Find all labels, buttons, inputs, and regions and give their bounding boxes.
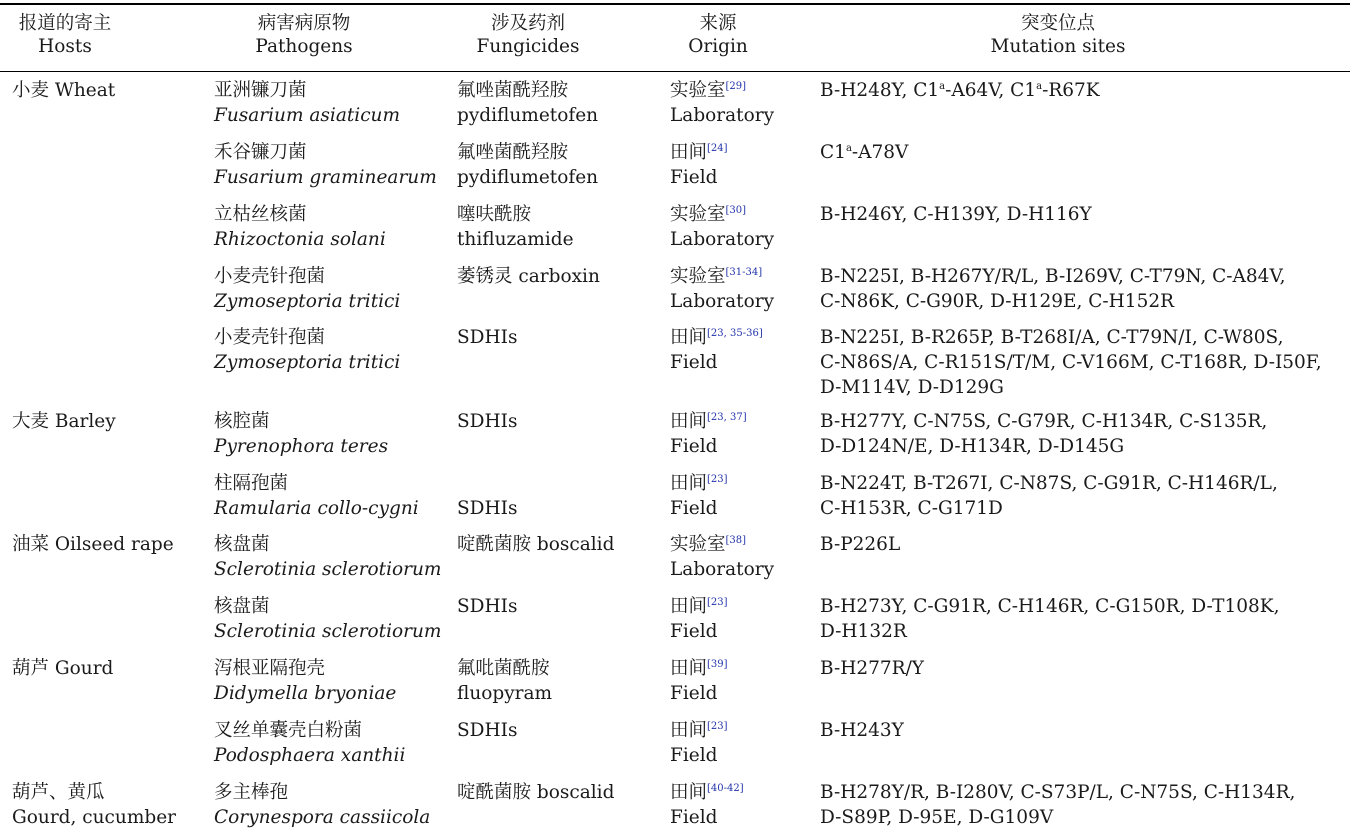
fungicide-name: 啶酰菌胺 boscalid: [457, 534, 615, 555]
fungicide-cell: [457, 140, 598, 190]
reference-link[interactable]: [24]: [707, 142, 728, 154]
origin-en: Field: [670, 352, 718, 373]
fungicide-cell: [457, 780, 614, 805]
mutation-sites-line: B-H277Y, C-N75S, C-G79R, C-H134R, C-S135R,: [820, 411, 1268, 432]
header-origin-zh: 来源: [699, 13, 737, 34]
origin-en: Field: [670, 745, 718, 766]
fungicide-name: SDHIs: [457, 720, 518, 741]
pathogen-cell: [214, 264, 400, 314]
origin-en: Laboratory: [670, 105, 775, 126]
host-cell: [12, 532, 174, 557]
header-hosts-en: Hosts: [38, 36, 92, 57]
mutation-sites-cell: [820, 140, 908, 165]
footnote-mark: a: [939, 80, 946, 92]
fungicide-cell: [457, 532, 614, 557]
host-name: 小麦 Wheat: [12, 80, 116, 101]
mutation-sites-line: B-H278Y/R, B-I280V, C-S73P/L, C-N75S, C-H134R,: [820, 782, 1296, 803]
reference-link[interactable]: [23]: [707, 596, 728, 608]
mutation-sites-line: B-H243Y: [820, 720, 904, 741]
origin-cell: [670, 325, 763, 375]
origin-zh: 实验室[38]: [670, 534, 747, 555]
pathogen-name-zh: 核腔菌: [214, 411, 270, 432]
mutation-sites-cell: [820, 656, 924, 681]
reference-link[interactable]: [23]: [707, 720, 728, 732]
table-top-rule: [0, 3, 1350, 5]
fungicide-name: pydiflumetofen: [457, 167, 599, 188]
pathogen-name-latin: Didymella bryoniae: [214, 683, 397, 704]
mutation-sites-cell: [820, 202, 1092, 227]
reference-link[interactable]: [23]: [707, 473, 728, 485]
host-cell: [12, 78, 115, 103]
origin-cell: [670, 202, 774, 252]
mutation-sites-line: B-N224T, B-T267I, C-N87S, C-G91R, C-H146R/L,: [820, 473, 1278, 494]
origin-cell: [670, 78, 774, 128]
pathogen-cell: [214, 471, 419, 521]
mutation-sites-cell: [820, 718, 904, 743]
pathogen-name-latin: Fusarium asiaticum: [214, 105, 401, 126]
header-pathogens-zh: 病害病原物: [257, 13, 351, 34]
mutation-sites-line: B-H246Y, C-H139Y, D-H116Y: [820, 204, 1092, 225]
fungicide-name: 氟吡菌酰胺: [457, 658, 550, 679]
pathogen-cell: [214, 325, 400, 375]
host-name: 葫芦 Gourd: [12, 658, 114, 679]
header-mutation-sites-zh: 突变位点: [1020, 13, 1095, 34]
mutation-sites-line: B-P226L: [820, 534, 901, 555]
mutation-sites-line: B-H277R/Y: [820, 658, 925, 679]
mutation-sites-cell: [820, 409, 1267, 459]
origin-en: Field: [670, 683, 718, 704]
mutation-sites-cell: [820, 325, 1322, 400]
pathogen-name-latin: Pyrenophora teres: [214, 436, 389, 457]
fungicide-cell: [457, 409, 517, 434]
origin-zh: 田间[23]: [670, 473, 728, 494]
fungicide-name: thifluzamide: [457, 229, 574, 250]
host-cell: [12, 409, 116, 434]
origin-zh: 实验室[31-34]: [670, 266, 763, 287]
origin-cell: [670, 780, 744, 830]
origin-en: Field: [670, 167, 718, 188]
fungicide-cell: [457, 325, 517, 350]
host-name: 大麦 Barley: [12, 411, 116, 432]
reference-link[interactable]: [23, 37]: [707, 411, 747, 423]
header-hosts-zh: 报道的寄主: [18, 13, 112, 34]
fungicide-cell: [457, 594, 517, 619]
footnote-mark: a: [1036, 80, 1043, 92]
mutation-sites-line: C-N86S/A, C-R151S/T/M, C-V166M, C-T168R, D-I50F,: [820, 352, 1322, 373]
pathogen-cell: [214, 780, 430, 830]
mutation-sites-cell: [820, 264, 1285, 314]
pathogen-name-zh: 柱隔孢菌: [214, 473, 289, 494]
mutation-sites-line: B-N225I, B-H267Y/R/L, B-I269V, C-T79N, C-A84V,: [820, 266, 1286, 287]
pathogen-cell: [214, 656, 396, 706]
mutation-sites-cell: [820, 532, 900, 557]
header-origin-en: Origin: [688, 36, 748, 57]
origin-cell: [670, 409, 747, 459]
pathogen-name-zh: 泻根亚隔孢壳: [214, 658, 326, 679]
fungicide-cell: [457, 264, 600, 289]
host-cell: [12, 656, 113, 681]
host-cell: [12, 780, 176, 830]
fungicide-cell: [457, 471, 517, 521]
origin-zh: 田间[24]: [670, 142, 728, 163]
origin-zh: 田间[23]: [670, 720, 728, 741]
origin-zh: 实验室[30]: [670, 204, 747, 225]
header-fungicides: [457, 12, 599, 58]
fungicide-name: SDHIs: [457, 327, 518, 348]
fungicide-name: 噻呋酰胺: [457, 204, 532, 225]
header-hosts: [0, 12, 130, 58]
origin-en: Field: [670, 498, 718, 519]
footnote-mark: a: [845, 142, 852, 154]
host-name: 葫芦、黄瓜: [12, 782, 105, 803]
mutation-sites-line: B-H248Y, C1$^a$-A64V, C1$^a$-R67K: [820, 80, 1100, 101]
pathogen-name-zh: 核盘菌: [214, 596, 270, 617]
pathogen-name-latin: Sclerotinia sclerotiorum: [214, 559, 442, 580]
reference-link[interactable]: [31-34]: [725, 266, 763, 278]
host-name: Gourd, cucumber: [12, 807, 177, 828]
origin-cell: [670, 471, 728, 521]
origin-en: Field: [670, 807, 718, 828]
pathogen-name-zh: 多主棒孢: [214, 782, 289, 803]
pathogen-name-latin: Sclerotinia sclerotiorum: [214, 621, 442, 642]
header-fungicides-zh: 涉及药剂: [490, 13, 565, 34]
reference-link[interactable]: [40-42]: [707, 782, 744, 794]
mutation-sites-line: B-H273Y, C-G91R, C-H146R, C-G150R, D-T108K,: [820, 596, 1280, 617]
pathogen-name-zh: 叉丝单囊壳白粉菌: [214, 720, 363, 741]
pathogen-name-latin: Podosphaera xanthii: [214, 745, 406, 766]
fungicide-cell: [457, 718, 517, 743]
origin-en: Laboratory: [670, 229, 775, 250]
origin-zh: 田间[39]: [670, 658, 728, 679]
pathogen-name-zh: 亚洲镰刀菌: [214, 80, 307, 101]
reference-link[interactable]: [39]: [707, 658, 728, 670]
fungicide-name: 啶酰菌胺 boscalid: [457, 782, 615, 803]
origin-cell: [670, 140, 728, 190]
origin-zh: 田间[23, 35-36]: [670, 327, 763, 348]
pathogen-cell: [214, 594, 441, 644]
mutation-sites-cell: [820, 78, 1100, 103]
fungicide-name: SDHIs: [457, 498, 518, 519]
pathogen-cell: [214, 140, 437, 190]
pathogen-name-zh: 立枯丝核菌: [214, 204, 307, 225]
fungicide-name: [457, 471, 517, 496]
mutation-sites-line: D-D124N/E, D-H134R, D-D145G: [820, 436, 1125, 457]
origin-zh: 田间[40-42]: [670, 782, 744, 803]
origin-cell: [670, 264, 774, 314]
fungicide-name: SDHIs: [457, 596, 518, 617]
header-pathogens-en: Pathogens: [255, 36, 353, 57]
mutation-sites-cell: [820, 780, 1295, 830]
pathogen-cell: [214, 409, 388, 459]
pathogen-cell: [214, 532, 441, 582]
fungicide-name: 萎锈灵 carboxin: [457, 266, 600, 287]
fungicide-name: pydiflumetofen: [457, 105, 599, 126]
pathogen-name-latin: Zymoseptoria tritici: [214, 291, 401, 312]
mutation-sites-line: C-N86K, C-G90R, D-H129E, C-H152R: [820, 291, 1175, 312]
origin-cell: [670, 532, 774, 582]
origin-en: Field: [670, 621, 718, 642]
fungicide-name: SDHIs: [457, 411, 518, 432]
pathogen-name-zh: 小麦壳针孢菌: [214, 266, 326, 287]
pathogen-name-latin: Fusarium graminearum: [214, 167, 437, 188]
mutation-sites-line: C1$^a$-A78V: [820, 142, 909, 163]
origin-zh: 田间[23, 37]: [670, 411, 747, 432]
origin-en: Laboratory: [670, 559, 775, 580]
origin-cell: [670, 656, 728, 706]
mutation-sites-cell: [820, 594, 1279, 644]
pathogen-name-zh: 禾谷镰刀菌: [214, 142, 307, 163]
header-rule: [0, 71, 1350, 72]
mutation-sites-line: C-H153R, C-G171D: [820, 498, 1003, 519]
origin-cell: [670, 718, 728, 768]
mutation-sites-line: D-H132R: [820, 621, 907, 642]
pathogen-name-latin: Corynespora cassiicola: [214, 807, 431, 828]
reference-link[interactable]: [29]: [725, 80, 747, 92]
fungicide-name: 氟唑菌酰羟胺: [457, 142, 569, 163]
fungicide-name: fluopyram: [457, 683, 553, 704]
mutation-sites-line: D-S89P, D-95E, D-G109V: [820, 807, 1054, 828]
fungicide-cell: [457, 202, 574, 252]
fungicide-name: 氟唑菌酰羟胺: [457, 80, 569, 101]
reference-link[interactable]: [23, 35-36]: [707, 327, 763, 339]
header-pathogens: [214, 12, 394, 58]
pathogen-cell: [214, 718, 405, 768]
fungicide-cell: [457, 656, 552, 706]
pathogen-name-zh: 小麦壳针孢菌: [214, 327, 326, 348]
pathogen-name-latin: Zymoseptoria tritici: [214, 352, 401, 373]
pathogen-cell: [214, 78, 400, 128]
origin-en: Field: [670, 436, 718, 457]
mutation-sites-line: B-N225I, B-R265P, B-T268I/A, C-T79N/I, C-W80S,: [820, 327, 1284, 348]
reference-link[interactable]: [38]: [725, 534, 747, 546]
fungicide-cell: [457, 78, 598, 128]
origin-zh: 田间[23]: [670, 596, 728, 617]
header-mutation-sites: [820, 12, 1296, 58]
origin-cell: [670, 594, 728, 644]
pathogen-cell: [214, 202, 386, 252]
mutation-sites-cell: [820, 471, 1278, 521]
header-origin: [670, 12, 766, 58]
origin-zh: 实验室[29]: [670, 80, 747, 101]
pathogen-name-latin: Ramularia collo-cygni: [214, 498, 419, 519]
origin-en: Laboratory: [670, 291, 775, 312]
pathogen-name-zh: 核盘菌: [214, 534, 270, 555]
host-name: 油菜 Oilseed rape: [12, 534, 174, 555]
header-mutation-sites-en: Mutation sites: [990, 36, 1126, 57]
reference-link[interactable]: [30]: [725, 204, 747, 216]
header-fungicides-en: Fungicides: [476, 36, 580, 57]
mutation-sites-line: D-M114V, D-D129G: [820, 377, 1004, 398]
pathogen-name-latin: Rhizoctonia solani: [214, 229, 386, 250]
